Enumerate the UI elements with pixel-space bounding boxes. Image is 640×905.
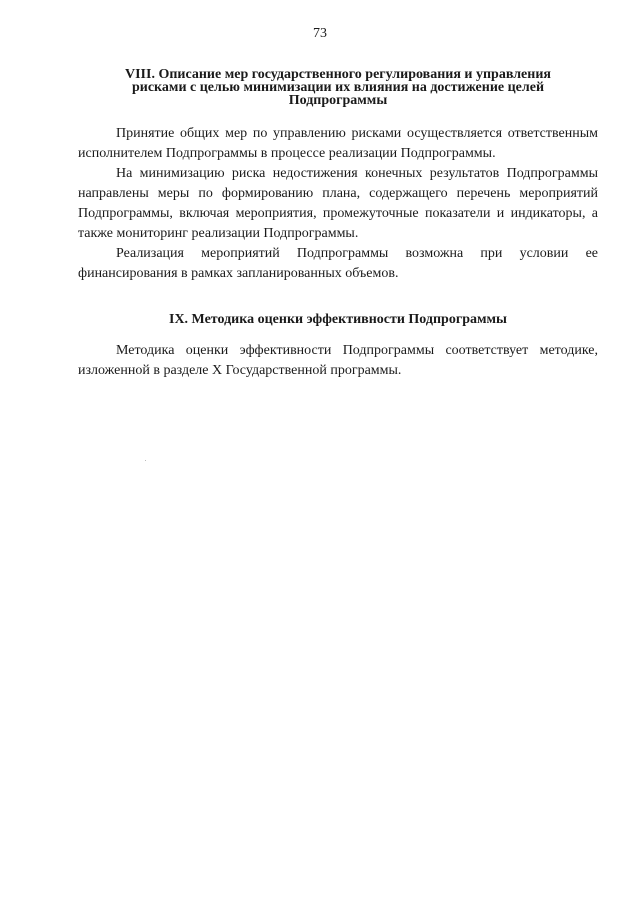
section-viii-title-line-2: рисками с целью минимизации их влияния на достижение целей — [131, 80, 545, 95]
section-viii-title — [78, 68, 598, 107]
scan-speck — [145, 460, 146, 461]
section-viii-title-line-1: VIII. Описание мер государственного регулирования и управления — [125, 67, 551, 82]
section-viii-body — [78, 124, 598, 284]
section-viii-paragraph-1: Принятие общих мер по управлению рисками осуществляется ответственным исполнителем Подпрограммы в процессе реализации Подпрограммы. — [78, 126, 598, 161]
section-ix-title: IX. Методика оценки эффективности Подпрограммы — [169, 312, 507, 327]
section-viii-title-line-3: Подпрограммы — [288, 93, 388, 108]
section-ix-heading — [78, 313, 598, 326]
section-viii-paragraph-3: Реализация мероприятий Подпрограммы возможна при условии ее финансирования в рамках запланированных объемов. — [78, 246, 598, 281]
section-viii-paragraph-2: На минимизацию риска недостижения конечных результатов Подпрограммы направлены меры по формированию плана, содержащего перечень мероприятий Подпрограммы, включая мероприятия, промежуточные показатели и индикаторы, а также мониторинг реализации Подпрограммы. — [78, 166, 598, 241]
section-viii-heading — [78, 68, 598, 107]
section-ix-body — [78, 341, 598, 381]
page-number: 73 — [313, 26, 327, 41]
section-ix-paragraph-1: Методика оценки эффективности Подпрограммы соответствует методике, изложенной в разделе Х Государственной программы. — [78, 343, 598, 378]
